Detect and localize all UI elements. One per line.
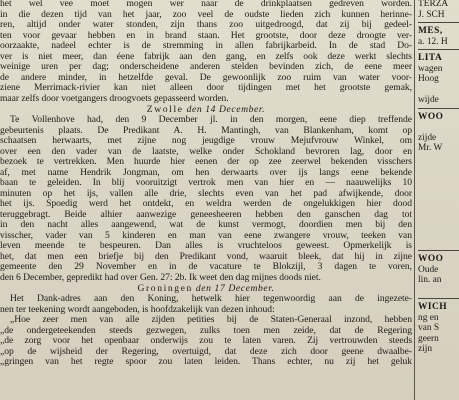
text-line: Hoog bbox=[418, 74, 439, 84]
text-line: zijn bbox=[418, 344, 433, 354]
text-line: Mr. W bbox=[418, 143, 443, 153]
text-line: af, met name Hendrik Jongman, om hen derwaarts over ijs langs eene bekende bbox=[0, 167, 412, 178]
text-line: „Hoe zeer men van alle zijden petities bij de Staten-Generaal inzond, hebben bbox=[10, 315, 412, 325]
text-line bbox=[418, 196, 459, 207]
text-line: het wel vee moet mogen wer naar de drinkplaatsen gedreven worden. bbox=[0, 0, 412, 9]
dateline-zwolle bbox=[0, 104, 412, 115]
text-line: schaatsen herwaarts, met zijne nog jeugdige vrouw Mejufvrouw Winkel, om bbox=[0, 136, 412, 146]
article-dank-adres bbox=[0, 294, 412, 368]
text-line: het ijs. Spoedig werd het ontdekt, en weldra werden de ongelukkigen hier dood bbox=[0, 199, 412, 209]
text-line bbox=[418, 217, 459, 228]
divider bbox=[418, 250, 459, 251]
text-line: baan te geleiden. In blij vooruitzigt vertrok men van hier en — naauwelijks 10 bbox=[0, 178, 412, 188]
dateline-city: Groningen bbox=[137, 283, 193, 294]
text-line: Oude bbox=[418, 264, 439, 275]
text-line: lin. an bbox=[418, 275, 442, 285]
text-line: in den nacht alles aangewend, wat de kunst vermogt, doordien men bij den bbox=[0, 220, 412, 230]
text-line: „de ondergeteekenden steeds gezwegen, zulks toen men zeide, dat de Regering bbox=[0, 325, 412, 336]
text-line: „gringen van het regte spoor zou laten leiden. Thans echter, nu zij het geluk bbox=[0, 357, 412, 367]
text-line bbox=[418, 154, 459, 165]
text-line: ren, altijd onder water stonden, zijn thans zoo uitgedroogd, dat zij bij gedeel- bbox=[0, 20, 412, 30]
text-line: WICH bbox=[418, 302, 448, 312]
text-line bbox=[418, 164, 459, 175]
text-line: J. SCH bbox=[418, 9, 445, 20]
text-line: van S bbox=[418, 323, 440, 333]
text-line: weinige uren per dag; onderscheidene anderen stelden bevinden zich, de eene meer bbox=[0, 62, 412, 72]
text-line: het, dat men een briefje bij den Predikant vond, waaruit bleek, dat hij in zijne bbox=[0, 251, 412, 262]
text-line: geern bbox=[418, 333, 439, 344]
text-line: visscher, vader van 5 kinderen en man van eene zwangere vrouw, teeken van bbox=[0, 230, 412, 241]
article-drought bbox=[0, 0, 412, 104]
text-line: in die dezen tijd van het jaar, zoo veel de oudste lieden zich kunnen herinne- bbox=[0, 9, 412, 20]
dateline-city: Zwolle bbox=[146, 104, 184, 115]
text-line: minuten op het ijs, vallen alle drie, slechts even van het pad afwijkende, door bbox=[0, 188, 412, 199]
text-line: „de zorg voor het openbaar onderwijs zou te laten varen. Zij vertrouwden steeds bbox=[0, 336, 412, 346]
text-line: nen ter teekening wordt aangeboden, is hoofdzakelijk van dezen inhoud: bbox=[0, 304, 275, 315]
text-line: over een den vader van de laatste, welke onder Schokland bevroren lag, door en bbox=[0, 146, 412, 157]
divider bbox=[418, 108, 459, 109]
text-line: wijde bbox=[418, 95, 439, 105]
text-line bbox=[418, 206, 459, 217]
dateline-date: den 17 December. bbox=[195, 283, 275, 294]
text-line: teruggebragt. Beide alhier aanwezige geneesheeren hebben den ganschen dag tot bbox=[0, 209, 412, 220]
text-line: de andere minder, in hetzelfde geval. De gewoonlijk zoo ruim van water voor- bbox=[0, 72, 412, 83]
text-line bbox=[418, 185, 459, 196]
text-line: Te Vollenhove had, den 9 December jl. in den morgen, eene diep treffende bbox=[10, 115, 412, 125]
text-line: LITA bbox=[418, 53, 443, 63]
text-line: gemeente den 29 November en in de vacature te Blokzijl, 3 dagen te voren, bbox=[0, 262, 412, 272]
text-line: ten voor gevaar hebben en in brand staan. Het grootste, door deze droogte ver- bbox=[0, 30, 412, 41]
text-line: „op de wijsheid der Regering, overtuigd, dat deze zich door geene dwaalbe- bbox=[0, 346, 412, 357]
text-line: WOO bbox=[418, 254, 444, 264]
divider bbox=[418, 298, 459, 299]
text-line bbox=[418, 85, 459, 96]
text-line: oorzaakte, nadeel echter is de stremming in allen fabrijkarbeid. In de stad Do- bbox=[0, 41, 412, 51]
text-line: TERZA bbox=[418, 0, 449, 9]
divider bbox=[418, 22, 459, 23]
text-line: leven meende te bespeuren. Dan alles is vruchteloos geweest. Opmerkelijk is bbox=[0, 241, 412, 251]
text-line bbox=[418, 286, 459, 297]
text-line bbox=[418, 175, 459, 186]
text-line: WOO bbox=[418, 111, 444, 122]
text-line: ver is niet meer, dan éene fabrijk aan den gang, en zelfs ook deze werkt slechts bbox=[0, 51, 412, 62]
dateline-date: den 14 December. bbox=[186, 104, 266, 115]
text-line: zijde bbox=[418, 132, 437, 143]
text-line: a. 12. H bbox=[418, 36, 448, 47]
text-line: ziene Merrimack-rivier kan niet alleen door tijdingen met het grootste gemak, bbox=[0, 83, 412, 93]
adjacent-column bbox=[418, 0, 459, 355]
text-line: Het Dank-adres aan den Koning, hetwelk hier tegenwoordig aan de ingezete- bbox=[10, 294, 412, 304]
text-line: ng en bbox=[418, 312, 439, 323]
article-vollenhove bbox=[0, 115, 412, 283]
text-line bbox=[418, 227, 459, 238]
divider bbox=[418, 49, 459, 50]
text-line: maar zelfs door voetgangers droogvoets gepasseerd worden. bbox=[0, 93, 229, 104]
text-line: bezoek te vertrekken. Men huurde hier eenen der op zee zeerwel bekenden visschers bbox=[0, 157, 412, 167]
text-line: MES, bbox=[418, 26, 443, 36]
text-line: wagen bbox=[418, 63, 443, 74]
text-line bbox=[418, 122, 459, 133]
column-rule bbox=[414, 0, 415, 400]
text-line bbox=[418, 238, 459, 249]
text-line: den 6 December, gepredikt had over Gen. 27: 2b. Ik weet den dag mijnes doods niet. bbox=[0, 272, 321, 283]
text-line: gebeurtenis plaats. De Predikant A. H. Mantingh, van Blankenham, komt op bbox=[0, 125, 412, 136]
dateline-groningen bbox=[0, 283, 412, 294]
